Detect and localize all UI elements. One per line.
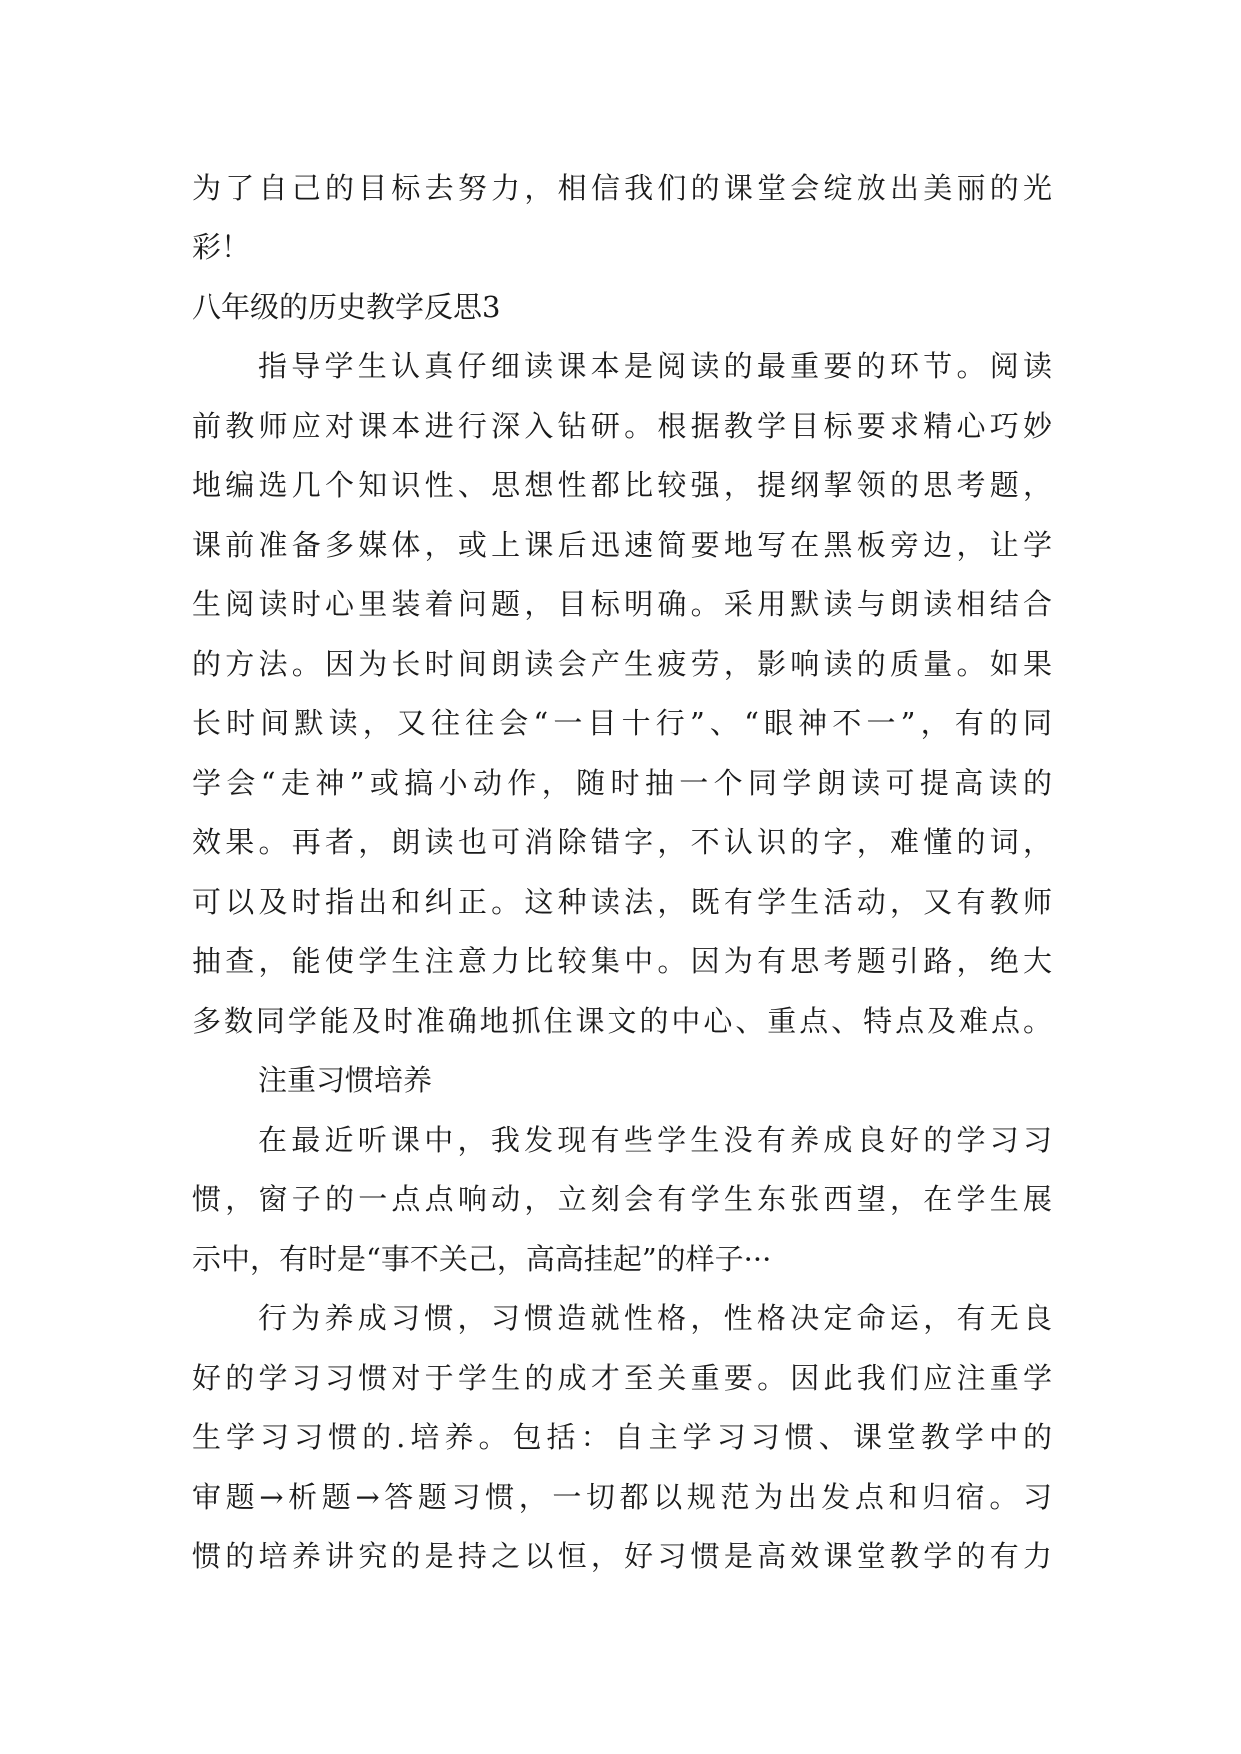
subheading: 注重习惯培养 <box>258 1063 433 1097</box>
paragraph-first-line: 在最近听课中，我发现有些学生没有养成良好的学习习 <box>258 1123 1052 1157</box>
paragraph-first-line: 指导学生认真仔细读课本是阅读的最重要的环节。阅读 <box>258 349 1052 383</box>
section-heading: 八年级的历史教学反思3 <box>192 290 501 324</box>
text-line: 生学习习惯的.培养。包括：自主学习习惯、课堂教学中的 <box>192 1420 1052 1454</box>
text-line: 抽查，能使学生注意力比较集中。因为有思考题引路，绝大 <box>192 944 1052 978</box>
text-line: 长时间默读，又往往会“一目十行”、“眼神不一”，有的同 <box>192 706 1052 740</box>
text-line: 的方法。因为长时间朗读会产生疲劳，影响读的质量。如果 <box>192 647 1052 681</box>
text-line: 前教师应对课本进行深入钻研。根据教学目标要求精心巧妙 <box>192 409 1052 443</box>
text-line: 审题→析题→答题习惯，一切都以规范为出发点和归宿。习 <box>192 1480 1052 1514</box>
text-line: 惯，窗子的一点点响动，立刻会有学生东张西望，在学生展 <box>192 1182 1052 1216</box>
text-line: 地编选几个知识性、思想性都比较强，提纲挈领的思考题， <box>192 468 1052 502</box>
text-line: 彩！ <box>192 230 251 264</box>
text-line: 生阅读时心里装着问题，目标明确。采用默读与朗读相结合 <box>192 587 1052 621</box>
text-line: 示中，有时是“事不关己，高高挂起”的样子··· <box>192 1242 772 1276</box>
text-line: 效果。再者，朗读也可消除错字，不认识的字，难懂的词， <box>192 825 1052 859</box>
text-line: 为了自己的目标去努力，相信我们的课堂会绽放出美丽的光 <box>192 171 1052 205</box>
text-line: 可以及时指出和纠正。这种读法，既有学生活动，又有教师 <box>192 885 1052 919</box>
text-line: 课前准备多媒体，或上课后迅速简要地写在黑板旁边，让学 <box>192 528 1052 562</box>
text-line: 好的学习习惯对于学生的成才至关重要。因此我们应注重学 <box>192 1361 1052 1395</box>
text-line: 学会“走神”或搞小动作，随时抽一个同学朗读可提高读的 <box>192 766 1052 800</box>
paragraph-first-line: 行为养成习惯，习惯造就性格，性格决定命运，有无良 <box>258 1301 1052 1335</box>
text-line: 多数同学能及时准确地抓住课文的中心、重点、特点及难点。 <box>192 1004 1052 1038</box>
text-line: 惯的培养讲究的是持之以恒，好习惯是高效课堂教学的有力 <box>192 1539 1052 1573</box>
